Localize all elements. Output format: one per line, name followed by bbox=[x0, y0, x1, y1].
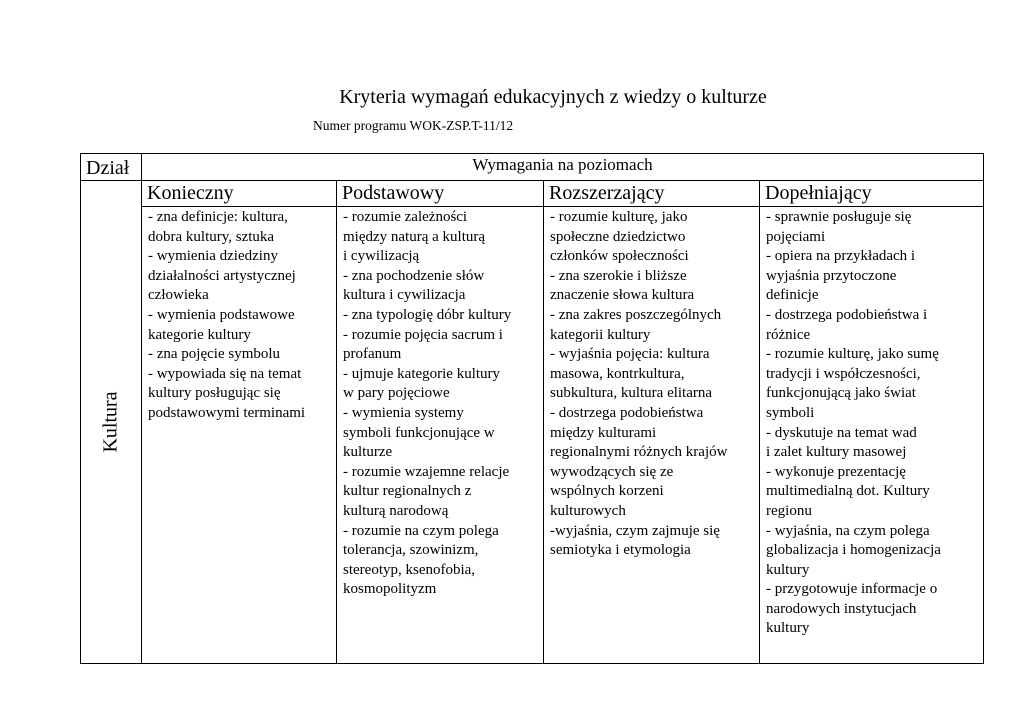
criteria-line: - dostrzega podobieństwa i bbox=[766, 306, 928, 323]
criteria-line: subkultura, kultura elitarna bbox=[550, 385, 713, 402]
level-header-rozszerzajacy: Rozszerzający bbox=[544, 181, 760, 207]
criteria-line: - rozumie pojęcia sacrum i bbox=[343, 326, 503, 343]
table-header-row bbox=[81, 154, 984, 181]
criteria-line: profanum bbox=[343, 346, 402, 363]
criteria-line: -wyjaśnia, czym zajmuje się bbox=[550, 522, 720, 539]
criteria-line: człowieka bbox=[148, 287, 209, 304]
program-number: Numer programu WOK-ZSP.T-11/12 bbox=[313, 118, 514, 133]
criteria-line: - wymienia systemy bbox=[343, 404, 464, 421]
level-header-dopelniajacy: Dopełniający bbox=[760, 181, 984, 207]
criteria-line: - przygotowuje informacje o bbox=[766, 581, 938, 598]
criteria-line: kulturowych bbox=[550, 502, 626, 519]
criteria-podstawowy bbox=[337, 207, 544, 664]
criteria-line: symboli funkcjonujące w bbox=[343, 424, 495, 441]
criteria-line: - wyjaśnia, na czym polega bbox=[766, 522, 930, 539]
criteria-line: - rozumie zależności bbox=[343, 209, 468, 225]
criteria-line: stereotyp, ksenofobia, bbox=[343, 561, 476, 578]
criteria-line: społeczne dziedzictwo bbox=[550, 228, 686, 245]
criteria-line: - wymienia podstawowe bbox=[148, 306, 295, 323]
criteria-line: - wyjaśnia pojęcia: kultura bbox=[550, 346, 710, 363]
criteria-line: wywodzących się ze bbox=[550, 463, 674, 480]
criteria-row bbox=[81, 207, 984, 664]
criteria-line: semiotyka i etymologia bbox=[550, 542, 691, 559]
criteria-line: kosmopolityzm bbox=[343, 581, 437, 598]
criteria-line: kultury bbox=[766, 620, 810, 637]
criteria-line: - rozumie na czym polega bbox=[343, 522, 499, 539]
criteria-line: multimedialną dot. Kultury bbox=[766, 483, 930, 500]
criteria-line: między kulturami bbox=[550, 424, 657, 441]
criteria-line: kategorie kultury bbox=[148, 326, 251, 343]
criteria-line: kulturze bbox=[343, 444, 393, 461]
wymagania-header: Wymagania na poziomach bbox=[142, 154, 984, 181]
criteria-line: regionalnymi różnych krajów bbox=[550, 444, 728, 461]
criteria-line: narodowych instytucjach bbox=[766, 600, 917, 617]
criteria-line: dobra kultury, sztuka bbox=[148, 228, 275, 245]
criteria-line: - rozumie kulturę, jako bbox=[550, 209, 688, 225]
criteria-line: kultura i cywilizacja bbox=[343, 287, 466, 304]
criteria-line: kultury bbox=[766, 561, 810, 578]
criteria-line: i zalet kultury masowej bbox=[766, 444, 907, 461]
criteria-line: - opiera na przykładach i bbox=[766, 248, 916, 265]
criteria-line: funkcjonującą jako świat bbox=[766, 385, 916, 402]
criteria-line: kultury posługując się bbox=[148, 385, 281, 402]
criteria-line: - zna zakres poszczególnych bbox=[550, 306, 722, 323]
topic-cell bbox=[81, 181, 142, 664]
criteria-line: regionu bbox=[766, 502, 812, 519]
levels-row bbox=[81, 181, 984, 207]
requirements-table bbox=[80, 153, 984, 664]
criteria-line: globalizacja i homogenizacja bbox=[766, 542, 941, 559]
criteria-line: - zna pojęcie symbolu bbox=[148, 346, 281, 363]
criteria-line: - dostrzega podobieństwa bbox=[550, 404, 704, 421]
criteria-line: kategorii kultury bbox=[550, 326, 651, 343]
criteria-line: - wymienia dziedziny bbox=[148, 248, 278, 265]
criteria-line: definicje bbox=[766, 287, 819, 304]
criteria-line: - wykonuje prezentację bbox=[766, 463, 906, 480]
document-title: Kryteria wymagań edukacyjnych z wiedzy o kulturze bbox=[339, 86, 767, 108]
criteria-line: symboli bbox=[766, 404, 815, 421]
criteria-line: - rozumie wzajemne relacje bbox=[343, 463, 510, 480]
criteria-line: kulturą narodową bbox=[343, 502, 449, 519]
criteria-line: - ujmuje kategorie kultury bbox=[343, 365, 501, 382]
criteria-line: - dyskutuje na temat wad bbox=[766, 424, 917, 441]
criteria-line: tradycji i współczesności, bbox=[766, 365, 921, 382]
criteria-line: masowa, kontrkultura, bbox=[550, 365, 685, 382]
criteria-line: w pary pojęciowe bbox=[343, 385, 450, 402]
criteria-line: - rozumie kulturę, jako sumę bbox=[766, 346, 939, 363]
level-header-podstawowy: Podstawowy bbox=[337, 181, 544, 207]
criteria-line: - zna typologię dóbr kultury bbox=[343, 306, 512, 323]
criteria-line: i cywilizacją bbox=[343, 248, 420, 265]
criteria-konieczny bbox=[142, 207, 337, 664]
criteria-line: różnice bbox=[766, 326, 811, 343]
dzial-header: Dział bbox=[81, 154, 142, 181]
criteria-line: znaczenie słowa kultura bbox=[550, 287, 695, 304]
criteria-line: działalności artystycznej bbox=[148, 267, 296, 284]
criteria-line: - zna definicje: kultura, bbox=[148, 209, 288, 225]
criteria-line: tolerancja, szowinizm, bbox=[343, 542, 479, 559]
criteria-line: między naturą a kulturą bbox=[343, 228, 486, 245]
criteria-rozszerzajacy bbox=[544, 207, 760, 664]
criteria-line: podstawowymi terminami bbox=[148, 404, 306, 421]
criteria-line: - sprawnie posługuje się bbox=[766, 209, 912, 225]
criteria-line: kultur regionalnych z bbox=[343, 483, 472, 500]
criteria-dopelniajacy bbox=[760, 207, 984, 664]
criteria-line: członków społeczności bbox=[550, 248, 689, 265]
criteria-line: - zna szerokie i bliższe bbox=[550, 267, 687, 284]
level-header-konieczny: Konieczny bbox=[142, 181, 337, 207]
criteria-line: - wypowiada się na temat bbox=[148, 365, 302, 382]
criteria-line: wspólnych korzeni bbox=[550, 483, 664, 500]
criteria-line: wyjaśnia przytoczone bbox=[766, 267, 897, 284]
criteria-line: - zna pochodzenie słów bbox=[343, 267, 485, 284]
topic-label: Kultura bbox=[99, 391, 122, 453]
criteria-line: pojęciami bbox=[766, 228, 826, 245]
